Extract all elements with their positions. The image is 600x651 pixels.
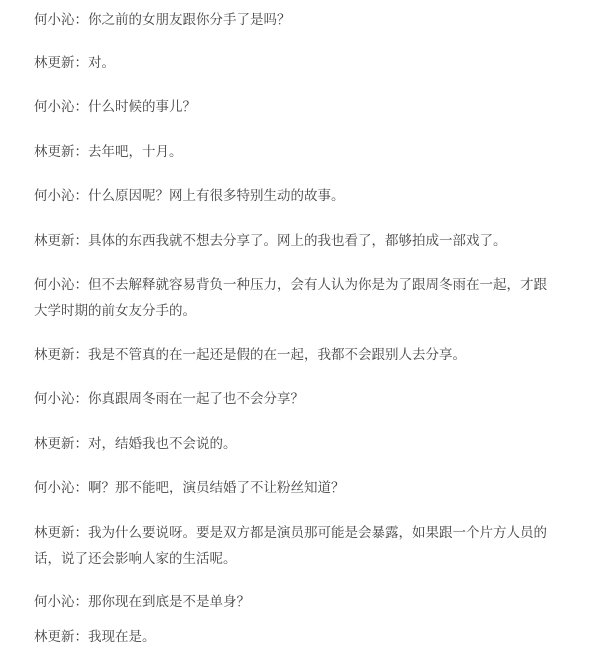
speaker-name: 林更新 — [34, 55, 75, 71]
dialogue-line — [34, 228, 560, 254]
speaker-separator: ： — [74, 144, 88, 160]
speaker-separator: ： — [74, 188, 88, 204]
dialogue-line — [34, 342, 560, 368]
dialogue-text: 我为什么要说呀。要是双方都是演员那可能是会暴露，如果跟一个片方人员的话，说了还会影响人家的生活呢。 — [34, 525, 547, 567]
dialogue-text: 你真跟周冬雨在一起了也不会分享？ — [88, 391, 304, 407]
dialogue-text: 什么时候的事儿？ — [88, 99, 196, 115]
speaker-separator: ： — [74, 480, 88, 496]
speaker-name: 林更新 — [34, 525, 75, 541]
speaker-separator: ： — [74, 594, 88, 610]
dialogue-line — [34, 50, 560, 76]
speaker-name: 何小沁 — [34, 277, 75, 293]
dialogue-line — [34, 272, 560, 324]
dialogue-text: 但不去解释就容易背负一种压力，会有人认为你是为了跟周冬雨在一起，才跟大学时期的前女友分手的。 — [34, 277, 547, 319]
speaker-separator: ： — [74, 233, 88, 249]
speaker-name: 林更新 — [34, 144, 75, 160]
speaker-separator: ： — [74, 525, 88, 541]
speaker-name: 何小沁 — [34, 99, 75, 115]
dialogue-text: 什么原因呢？网上有很多特别生动的故事。 — [88, 188, 345, 204]
speaker-name: 何小沁 — [34, 594, 75, 610]
dialogue-text: 对。 — [88, 55, 115, 71]
dialogue-text: 我是不管真的在一起还是假的在一起，我都不会跟别人去分享。 — [88, 347, 466, 363]
dialogue-line — [34, 520, 560, 572]
dialogue-text: 那你现在到底是不是单身？ — [88, 594, 250, 610]
speaker-separator: ： — [74, 12, 88, 28]
speaker-name: 林更新 — [34, 629, 75, 645]
dialogue-line — [34, 431, 560, 457]
dialogue-line — [34, 624, 560, 650]
speaker-separator: ： — [74, 99, 88, 115]
dialogue-text: 去年吧，十月。 — [88, 144, 183, 160]
dialogue-text: 啊？那不能吧，演员结婚了不让粉丝知道？ — [88, 480, 345, 496]
dialogue-text: 具体的东西我就不想去分享了。网上的我也看了，都够拍成一部戏了。 — [88, 233, 507, 249]
dialogue-line — [34, 386, 560, 412]
dialogue-text: 我现在是。 — [88, 629, 156, 645]
speaker-name: 何小沁 — [34, 391, 75, 407]
speaker-separator: ： — [74, 347, 88, 363]
speaker-name: 何小沁 — [34, 12, 75, 28]
speaker-name: 林更新 — [34, 436, 75, 452]
speaker-separator: ： — [74, 55, 88, 71]
dialogue-line — [34, 475, 560, 501]
speaker-separator: ： — [74, 436, 88, 452]
speaker-name: 林更新 — [34, 347, 75, 363]
dialogue-line — [34, 139, 560, 165]
speaker-separator: ： — [74, 391, 88, 407]
speaker-separator: ： — [74, 277, 88, 293]
speaker-separator: ： — [74, 629, 88, 645]
dialogue-line — [34, 7, 560, 33]
dialogue-line — [34, 183, 560, 209]
speaker-name: 何小沁 — [34, 188, 75, 204]
dialogue-text: 对，结婚我也不会说的。 — [88, 436, 237, 452]
dialogue-line — [34, 589, 560, 615]
speaker-name: 林更新 — [34, 233, 75, 249]
dialogue-text: 你之前的女朋友跟你分手了是吗？ — [88, 12, 291, 28]
speaker-name: 何小沁 — [34, 480, 75, 496]
dialogue-line — [34, 94, 560, 120]
